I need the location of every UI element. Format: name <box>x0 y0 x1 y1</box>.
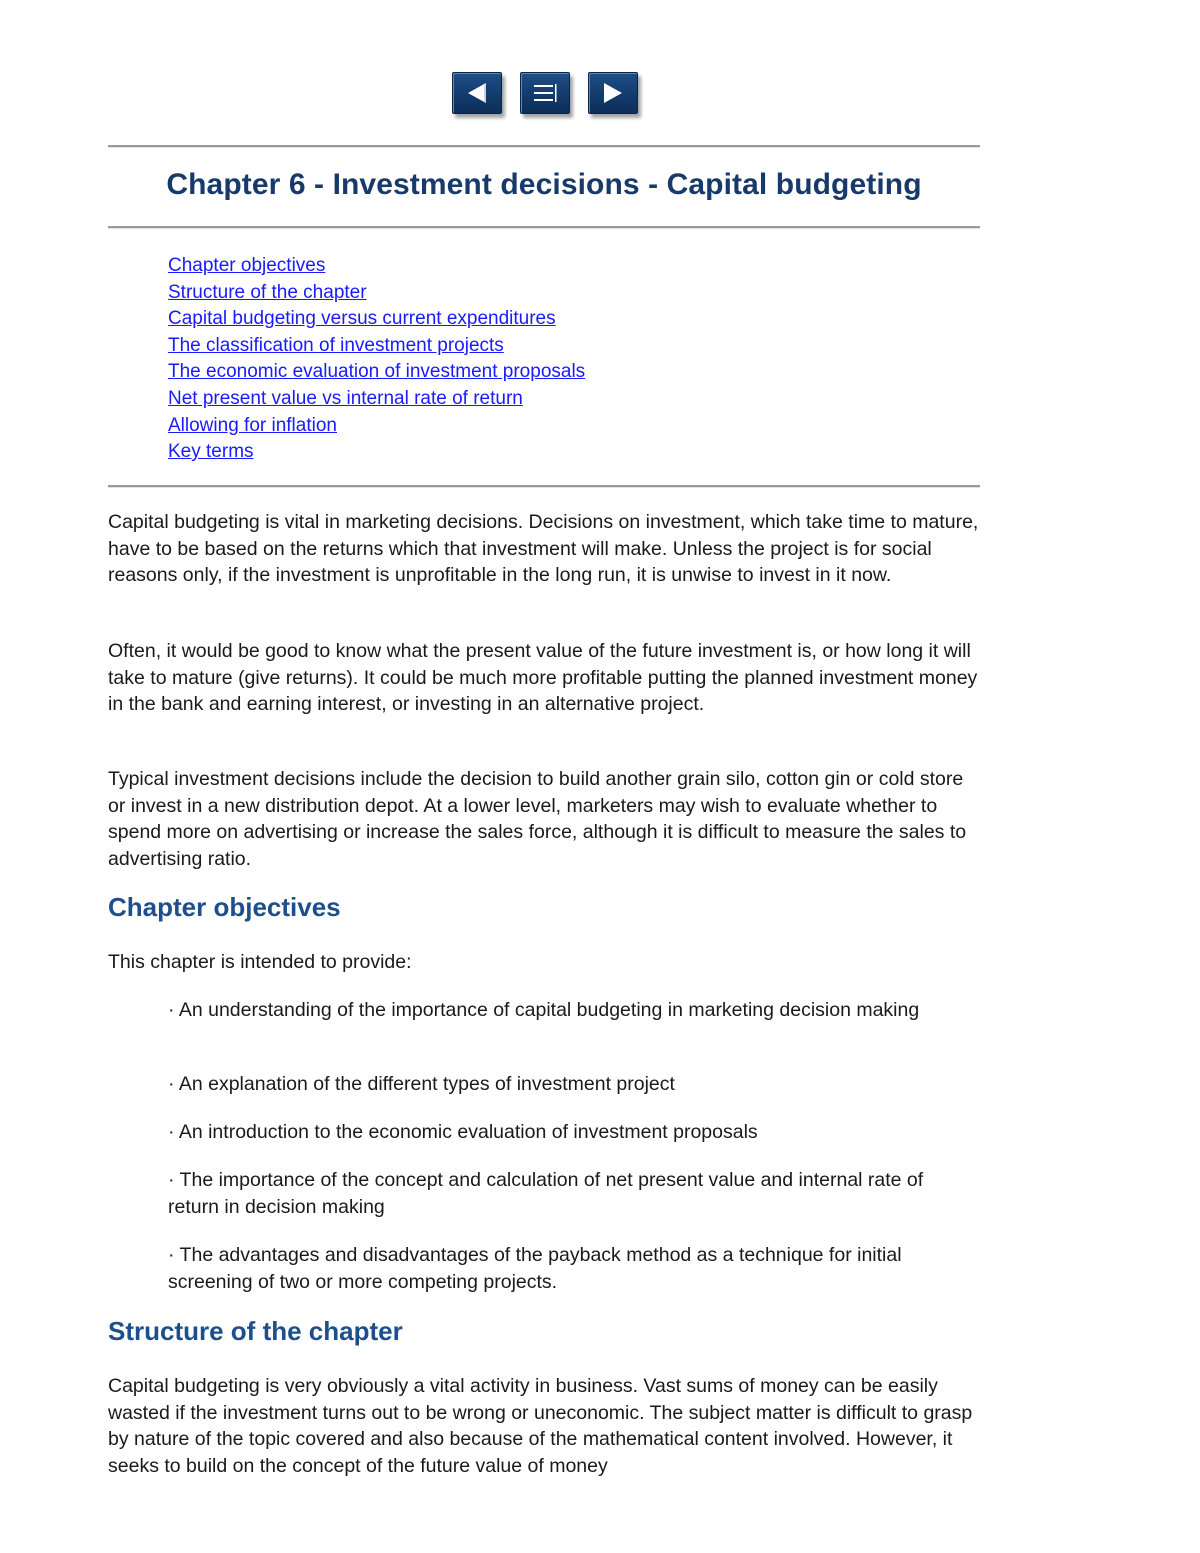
intro-paragraph-1: Capital budgeting is vital in marketing decisions. Decisions on investment, which take time to mature, have to be based on the returns which that investment will make. Unless the project is for social reasons only, if the investment is unprofitable in the long run, it is unwise to invest in it now. <box>108 511 979 586</box>
toc-item <box>168 280 585 307</box>
objective-item: · The importance of the concept and calculation of net present value and internal rate of return in decision making <box>168 1169 924 1218</box>
triangle-right-icon <box>598 80 628 106</box>
objective-item: · An introduction to the economic evaluation of investment proposals <box>168 1121 758 1143</box>
toc-link-classification[interactable]: The classification of investment projects <box>168 334 504 356</box>
intro-paragraph-2: Often, it would be good to know what the present value of the future investment is, or how long it will take to mature (give returns). It could be much more profitable putting the planned investment money in the bank and earning interest, or investing in an alternative project. <box>108 640 978 715</box>
toc-item <box>168 439 585 466</box>
toc-item <box>168 359 585 386</box>
divider-top <box>108 145 980 148</box>
previous-page-button[interactable] <box>452 72 502 114</box>
toc-item <box>168 253 585 280</box>
objective-item: · An understanding of the importance of capital budgeting in marketing decision making <box>168 999 920 1021</box>
intro-paragraph-3: Typical investment decisions include the decision to build another grain silo, cotton gin or cold store or invest in a new distribution depot. At a lower level, marketers may wish to evaluate whether to spend more on advertising or increase the sales force, although it is difficult to measure the sales to advertising ratio. <box>108 768 967 870</box>
objective-item: · An explanation of the different types of investment project <box>168 1073 675 1095</box>
toc-item <box>168 413 585 440</box>
section-heading-objectives: Chapter objectives <box>108 892 341 922</box>
toc-link-economic-evaluation[interactable]: The economic evaluation of investment proposals <box>168 361 586 383</box>
toc-link-inflation[interactable]: Allowing for inflation <box>168 414 337 436</box>
list-icon <box>530 80 560 106</box>
toc-link-key-terms[interactable]: Key terms <box>168 441 254 463</box>
page-navigation <box>452 72 638 118</box>
divider-below-title <box>108 226 980 229</box>
toc-link-structure[interactable]: Structure of the chapter <box>168 281 367 303</box>
toc-link-capital-vs-current[interactable]: Capital budgeting versus current expenditures <box>168 308 556 330</box>
next-page-button[interactable] <box>588 72 638 114</box>
table-of-contents <box>168 253 585 466</box>
triangle-left-icon <box>462 80 492 106</box>
divider-below-toc <box>108 485 980 488</box>
toc-link-npv-vs-irr[interactable]: Net present value vs internal rate of return <box>168 387 523 409</box>
toc-item <box>168 333 585 360</box>
toc-item <box>168 306 585 333</box>
page-title: Chapter 6 - Investment decisions - Capital budgeting <box>166 168 922 201</box>
table-of-contents-button[interactable] <box>520 72 570 114</box>
objective-item: · The advantages and disadvantages of the payback method as a technique for initial screening of two or more competing projects. <box>168 1244 902 1293</box>
structure-paragraph: Capital budgeting is very obviously a vital activity in business. Vast sums of money can be easily wasted if the investment turns out to be wrong or uneconomic. The subject matter is difficult to grasp by nature of the topic covered and also because of the mathematical content involved. However, it seeks to build on the concept of the future value of money <box>108 1375 973 1477</box>
section-heading-structure: Structure of the chapter <box>108 1316 403 1346</box>
toc-item <box>168 386 585 413</box>
toc-link-chapter-objectives[interactable]: Chapter objectives <box>168 255 326 276</box>
objectives-lead: This chapter is intended to provide: <box>108 951 412 973</box>
